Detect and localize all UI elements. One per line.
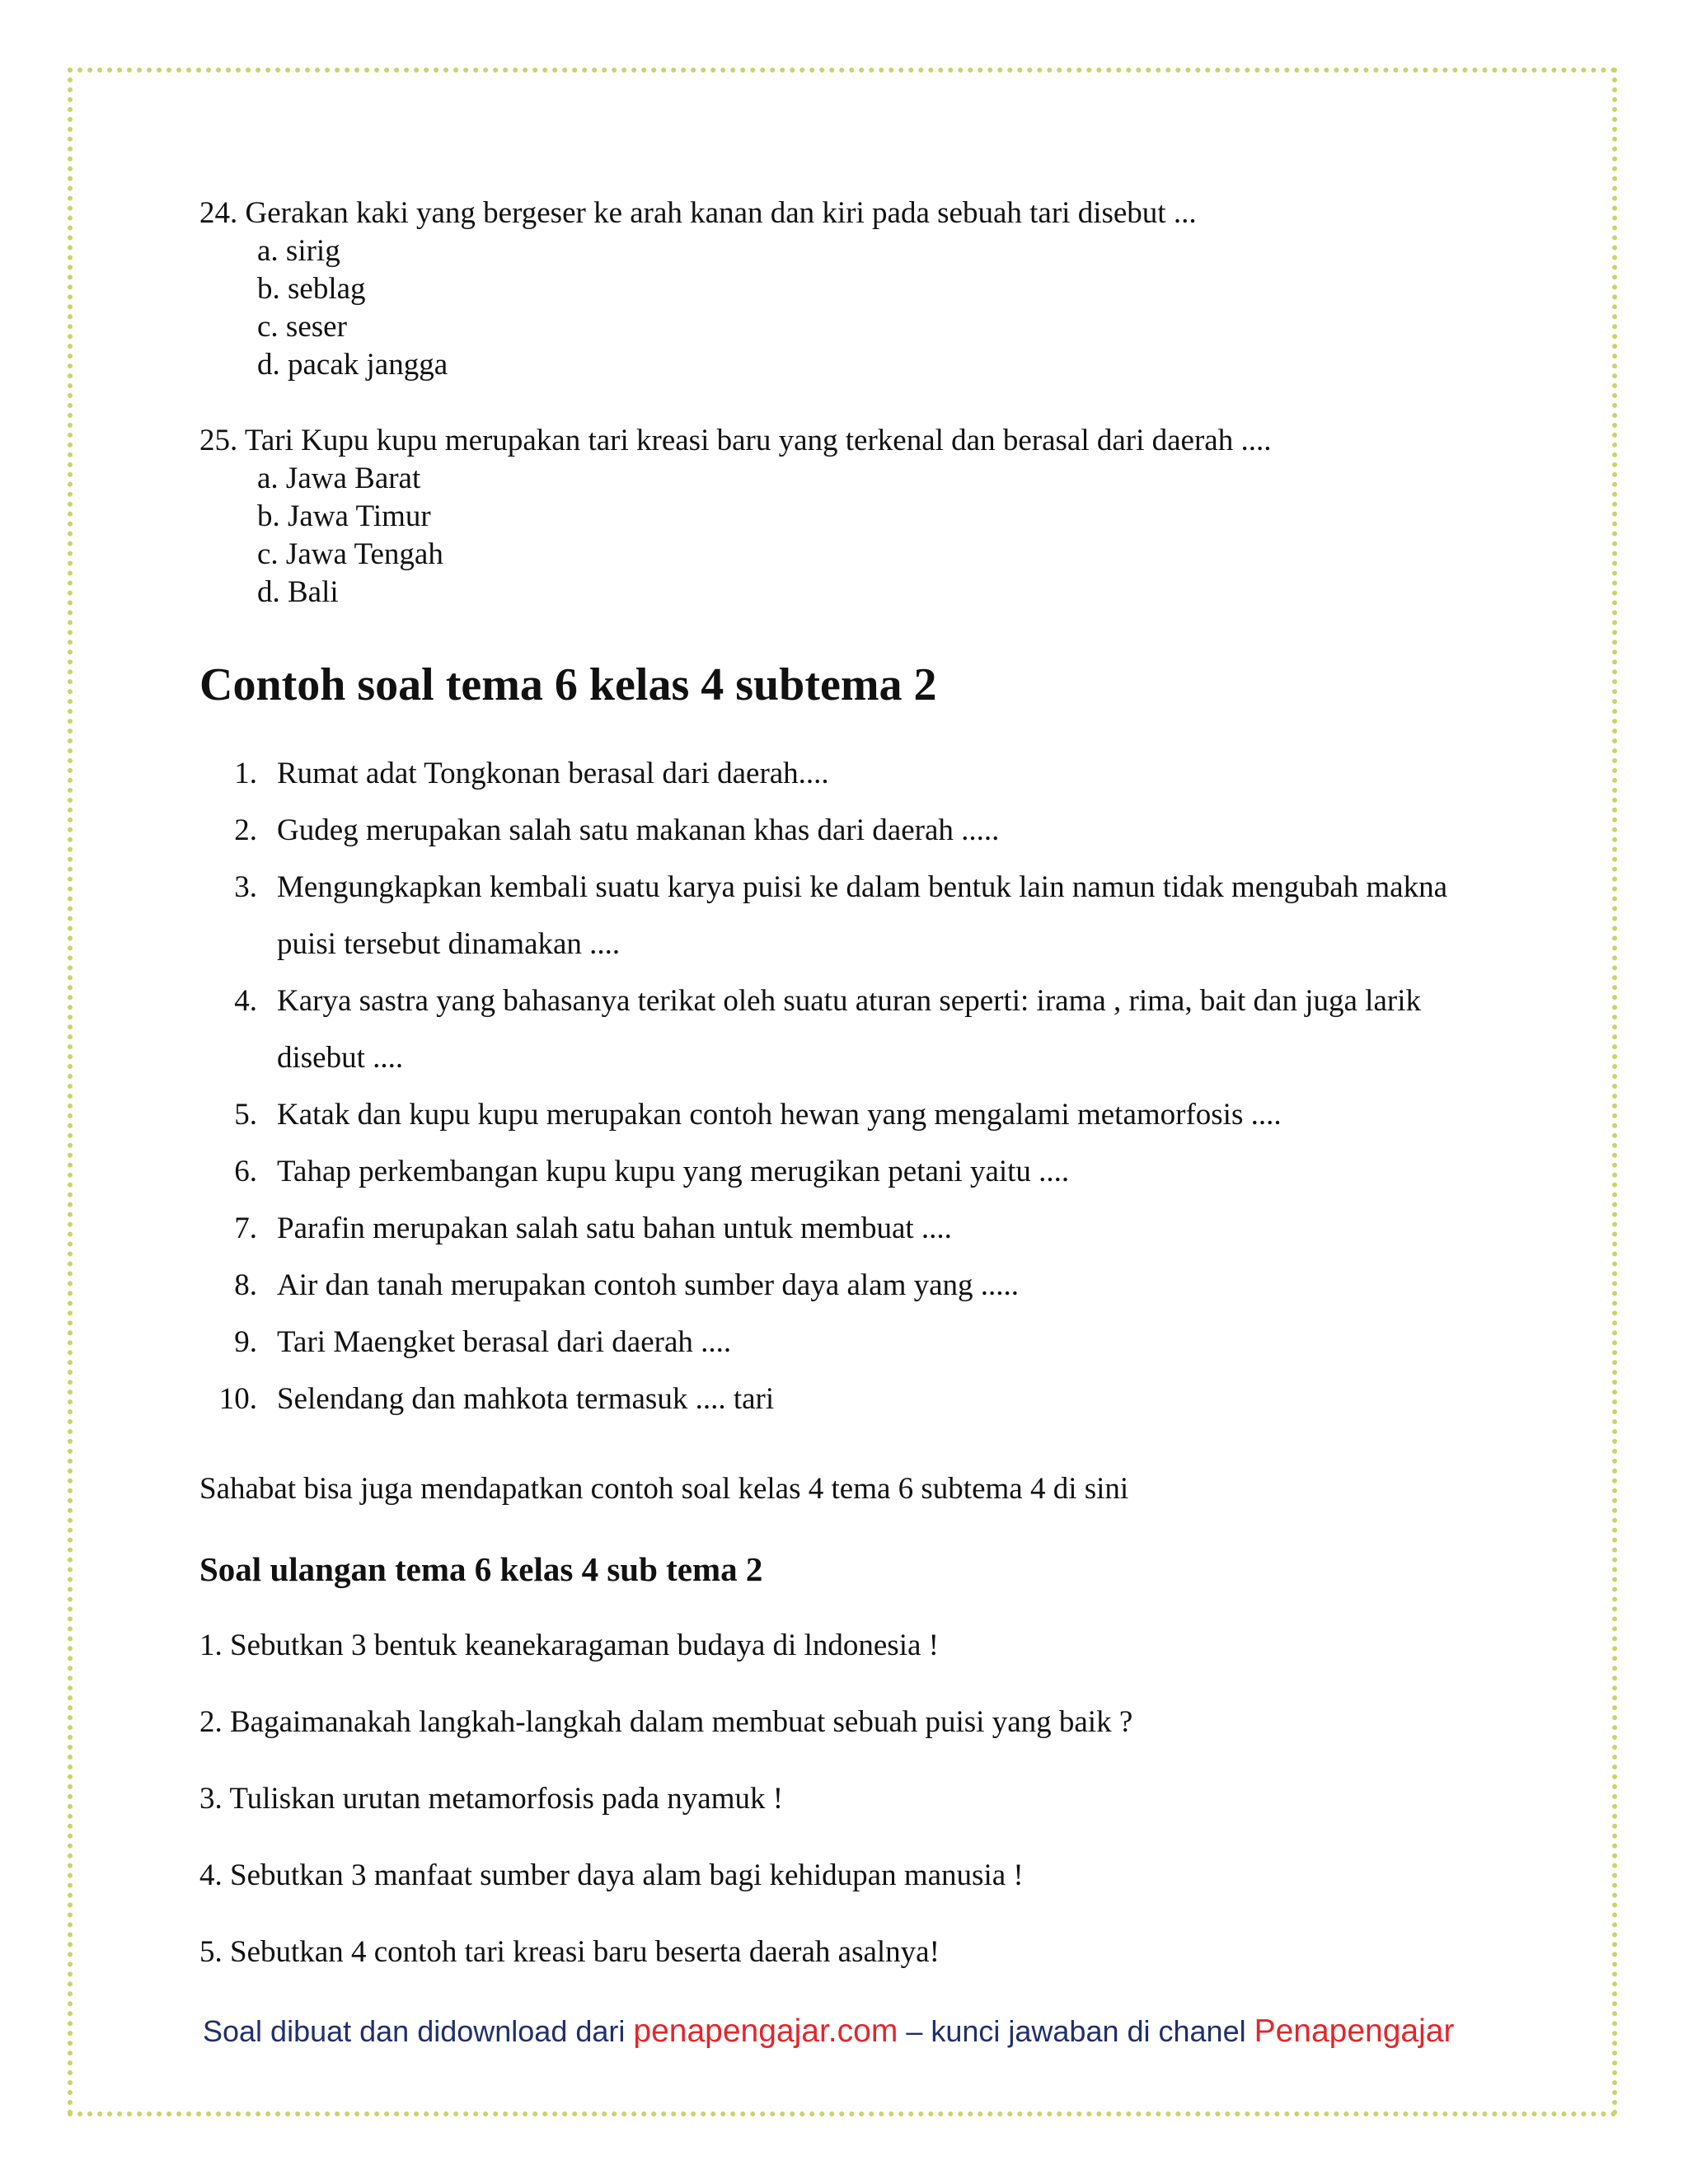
item-number: 9. bbox=[234, 1325, 257, 1359]
info-paragraph: Sahabat bisa juga mendapatkan contoh soal kelas 4 tema 6 subtema 4 di sini bbox=[199, 1472, 1129, 1506]
essay-question-list bbox=[199, 1627, 1132, 2010]
option-d: d. Bali bbox=[257, 575, 339, 609]
footer-credit bbox=[203, 2011, 1454, 2052]
question-text: 24. Gerakan kaki yang bergeser ke arah kanan dan kiri pada sebuah tari disebut ... bbox=[199, 196, 1197, 230]
list-item bbox=[199, 745, 1502, 802]
list-item bbox=[199, 972, 1502, 1086]
item-text: Air dan tanah merupakan contoh sumber daya alam yang ..... bbox=[277, 1268, 1020, 1302]
list-item bbox=[199, 1314, 1502, 1371]
footer-site-link[interactable]: penapengajar.com bbox=[633, 2013, 898, 2049]
document-content bbox=[199, 194, 1502, 1969]
item-text: Tahap perkembangan kupu kupu yang merugikan petani yaitu .... bbox=[277, 1155, 1070, 1188]
list-item bbox=[199, 1371, 1502, 1427]
essay-question: 5. Sebutkan 4 contoh tari kreasi baru beserta daerah asalnya! bbox=[199, 1935, 940, 1969]
footer-prefix: Soal dibuat dan didownload dari bbox=[203, 2014, 634, 2048]
item-number: 3. bbox=[234, 870, 257, 904]
subsection-heading: Soal ulangan tema 6 kelas 4 sub tema 2 bbox=[199, 1550, 763, 1588]
question-text: 25. Tari Kupu kupu merupakan tari kreasi baru yang terkenal dan berasal dari daerah .... bbox=[199, 424, 1272, 457]
item-text: Selendang dan mahkota termasuk .... tari bbox=[277, 1382, 775, 1416]
essay-question: 3. Tuliskan urutan metamorfosis pada nyamuk ! bbox=[199, 1782, 784, 1816]
list-item bbox=[199, 1257, 1502, 1314]
list-item bbox=[199, 859, 1502, 972]
option-d: d. pacak jangga bbox=[257, 348, 448, 382]
item-text: Rumat adat Tongkonan berasal dari daerah.... bbox=[277, 757, 829, 790]
essay-question: 4. Sebutkan 3 manfaat sumber daya alam bagi kehidupan manusia ! bbox=[199, 1858, 1024, 1892]
item-number: 6. bbox=[234, 1155, 257, 1188]
item-text: Katak dan kupu kupu merupakan contoh hewan yang mengalami metamorfosis .... bbox=[277, 1098, 1282, 1132]
option-a: a. sirig bbox=[257, 234, 340, 268]
item-number: 5. bbox=[234, 1098, 257, 1132]
item-number: 1. bbox=[234, 757, 257, 790]
list-item bbox=[199, 1200, 1502, 1257]
footer-channel: Penapengajar bbox=[1254, 2013, 1455, 2049]
list-item bbox=[199, 802, 1502, 859]
list-item bbox=[199, 1143, 1502, 1200]
item-text: Parafin merupakan salah satu bahan untuk membuat .... bbox=[277, 1212, 952, 1245]
item-text: Mengungkapkan kembali suatu karya puisi ke dalam bentuk lain namun tidak mengubah makna puisi tersebut dinamakan .... bbox=[277, 870, 1448, 961]
item-number: 4. bbox=[234, 984, 257, 1018]
essay-question: 2. Bagaimanakah langkah-langkah dalam membuat sebuah puisi yang baik ? bbox=[199, 1705, 1133, 1739]
footer-middle: – kunci jawaban di chanel bbox=[898, 2014, 1254, 2048]
question-25 bbox=[199, 422, 1502, 612]
essay-question: 1. Sebutkan 3 bentuk keanekaragaman budaya di lndonesia ! bbox=[199, 1629, 939, 1662]
item-text: Tari Maengket berasal dari daerah .... bbox=[277, 1325, 732, 1359]
option-c: c. Jawa Tengah bbox=[257, 537, 443, 571]
option-b: b. Jawa Timur bbox=[257, 499, 431, 533]
item-number: 10. bbox=[218, 1382, 257, 1416]
item-number: 2. bbox=[234, 813, 257, 847]
option-c: c. seser bbox=[257, 310, 347, 344]
item-number: 8. bbox=[234, 1268, 257, 1302]
question-24 bbox=[199, 194, 1502, 384]
option-b: b. seblag bbox=[257, 272, 366, 306]
section-heading: Contoh soal tema 6 kelas 4 subtema 2 bbox=[199, 659, 937, 710]
item-text: Karya sastra yang bahasanya terikat oleh suatu aturan seperti: irama , rima, bait dan juga larik disebut .... bbox=[277, 984, 1421, 1075]
question-list bbox=[199, 745, 1502, 1427]
item-number: 7. bbox=[234, 1212, 257, 1245]
list-item bbox=[199, 1086, 1502, 1143]
option-a: a. Jawa Barat bbox=[257, 462, 421, 495]
item-text: Gudeg merupakan salah satu makanan khas dari daerah ..... bbox=[277, 813, 1000, 847]
